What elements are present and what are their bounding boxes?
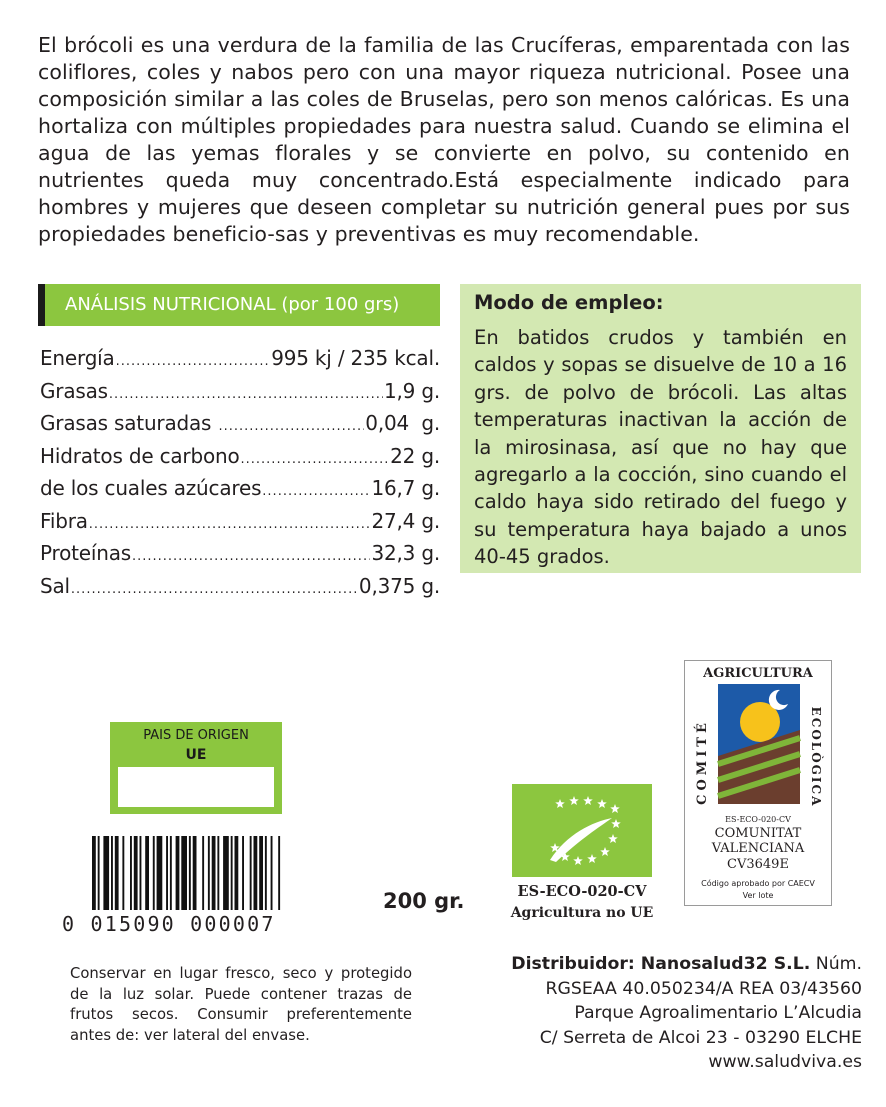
nutrition-label: Grasas — [40, 378, 108, 403]
barcode-bar — [271, 836, 273, 910]
origin-value: UE — [185, 747, 207, 763]
eu-organic-code: ES-ECO-020-CV — [517, 883, 647, 900]
distributor-website: www.saludviva.es — [708, 1052, 862, 1072]
eu-organic-leaf-icon — [512, 784, 652, 877]
barcode-bar — [250, 836, 252, 910]
barcode-bar — [265, 836, 267, 910]
barcode-bar — [130, 836, 132, 910]
nutrition-value: 0,04 g. — [365, 411, 440, 435]
usage-title: Modo de empleo: — [474, 291, 664, 314]
nutrition-label: Hidratos de carbono — [40, 443, 240, 468]
cv-line1-text: COMUNITAT — [714, 826, 802, 841]
barcode-bar — [212, 836, 216, 910]
distributor-num-label: Núm. — [810, 954, 862, 974]
cv-side-right-text: ECOLÒGICA — [809, 706, 823, 808]
barcode-bar — [176, 836, 180, 910]
nutrition-value: 27,4 g. — [371, 508, 440, 533]
cv-cert-text: CV3649E — [727, 857, 789, 872]
net-weight: 200 gr. — [383, 889, 465, 913]
distributor-address: C/ Serreta de Alcoi 23 - 03290 ELCHE — [539, 1027, 862, 1048]
barcode-bar — [193, 836, 197, 910]
barcode-bar — [202, 836, 204, 910]
origin-box — [110, 722, 282, 814]
distributor-park: Parque Agroalimentario L’Alcudia — [574, 1003, 862, 1023]
cv-lot-text: Ver lote — [742, 891, 774, 900]
barcode-bar — [145, 836, 149, 910]
cv-top-text: AGRICULTURA — [703, 666, 813, 681]
barcode-bar — [140, 836, 142, 910]
nutrition-table — [40, 346, 440, 606]
barcode-bar — [189, 836, 191, 910]
storage-instructions: Conservar en lugar fresco, seco y protegido de la luz solar. Puede contener trazas de frutos secos. Consumir preferentemente antes de: ver lateral del envase. — [70, 965, 412, 1044]
nutrition-label: Energía — [40, 346, 115, 370]
barcode-bar — [103, 836, 109, 910]
barcode-bar — [231, 836, 233, 910]
barcode-number: 0 015090 000007 — [62, 912, 276, 936]
barcode-bar — [166, 836, 168, 910]
nutrition-row-fat — [40, 379, 440, 412]
nutrition-value: 1,9 g. — [383, 378, 440, 403]
barcode-bar — [92, 836, 96, 910]
barcode-bar — [223, 836, 229, 910]
barcode-bar — [259, 836, 263, 910]
nutrition-value: 0,375 g. — [358, 573, 440, 598]
distributor-name: Distribuidor: Nanosalud32 S.L. — [511, 954, 811, 974]
nutrition-row-protein — [40, 541, 440, 574]
distributor-registry: RGSEAA 40.050234/A REA 03/43560 — [545, 978, 862, 999]
nutrition-row-salt — [40, 574, 440, 607]
cv-approved-text: Código aprobado por CAECV — [701, 879, 815, 888]
nutrition-row-fiber — [40, 509, 440, 542]
cv-code-text: ES-ECO-020-CV — [725, 815, 791, 824]
barcode-bar — [278, 836, 280, 910]
usage-box — [460, 284, 861, 573]
nutrition-label: Sal — [40, 573, 70, 598]
nutrition-value: 32,3 g. — [371, 541, 440, 565]
barcode-bar — [170, 836, 172, 910]
nutrition-row-energy — [40, 346, 440, 379]
barcode-bar — [254, 836, 258, 910]
cv-line2-text: VALENCIANA — [711, 841, 805, 856]
barcode-bar — [217, 836, 219, 910]
nutrition-row-saturated-fat — [40, 411, 440, 444]
distributor-block — [470, 952, 862, 1075]
barcode-bar — [153, 836, 155, 910]
nutrition-label: Fibra — [40, 508, 88, 533]
barcode-bar — [208, 836, 210, 910]
barcode-bar — [242, 836, 244, 910]
barcode-bar — [115, 836, 119, 910]
eu-organic-subtitle: Agricultura no UE — [510, 905, 654, 921]
nutrition-label: de los cuales azúcares — [40, 476, 262, 500]
cv-side-left-text: COMITÉ — [695, 719, 710, 805]
origin-label: PAIS DE ORIGEN — [143, 728, 249, 743]
cv-organic-seal-icon — [684, 660, 832, 906]
barcode-bar — [181, 836, 187, 910]
intro-paragraph: El brócoli es una verdura de la familia de las Crucíferas, emparentada con las coliflores, coles y nabos pero con una mayor riqueza nutricional. Posee una composición similar a las coles de Bruselas, pero son menos calóricas. Es una hortaliza con múltiples propiedades para nuestra salud. Cuando se elimina el agua de las yemas florales y se convierte en polvo, su contenido en nutrientes queda muy concentrado.Está especialmente indicado para hombres y mujeres que deseen completar su nutrición general pues por sus propiedades beneficio-sas y preventivas es muy recomendable. — [38, 33, 850, 246]
barcode-bar — [111, 836, 113, 910]
nutrition-value: 22 g. — [390, 443, 440, 468]
nutrition-label: Proteínas — [40, 541, 131, 565]
nutrition-row-sugars — [40, 476, 440, 509]
nutrition-value: 995 kj / 235 kcal. — [271, 346, 440, 370]
barcode-bar — [157, 836, 163, 910]
barcode-bar — [235, 836, 239, 910]
nutrition-row-carbohydrates — [40, 444, 440, 477]
barcode-bar — [98, 836, 100, 910]
barcode-bar — [134, 836, 138, 910]
usage-text: En batidos crudos y también en caldos y sopas se disuelve de 10 a 16 grs. de polvo de brócoli. Las altas temperaturas inactivan la acción de la mirosinasa, así que no hay que agregarlo a la cocción, sino cuando el caldo haya sido retirado del fuego y su temperatura haya bajado a unos 40-45 grados. — [474, 326, 847, 569]
nutrition-value: 16,7 g. — [371, 476, 440, 500]
nutrition-header: ANÁLISIS NUTRICIONAL (por 100 grs) — [38, 284, 440, 326]
nutrition-label: Grasas saturadas — [40, 411, 218, 435]
barcode-bar — [122, 836, 124, 910]
origin-blank-field — [118, 767, 274, 807]
